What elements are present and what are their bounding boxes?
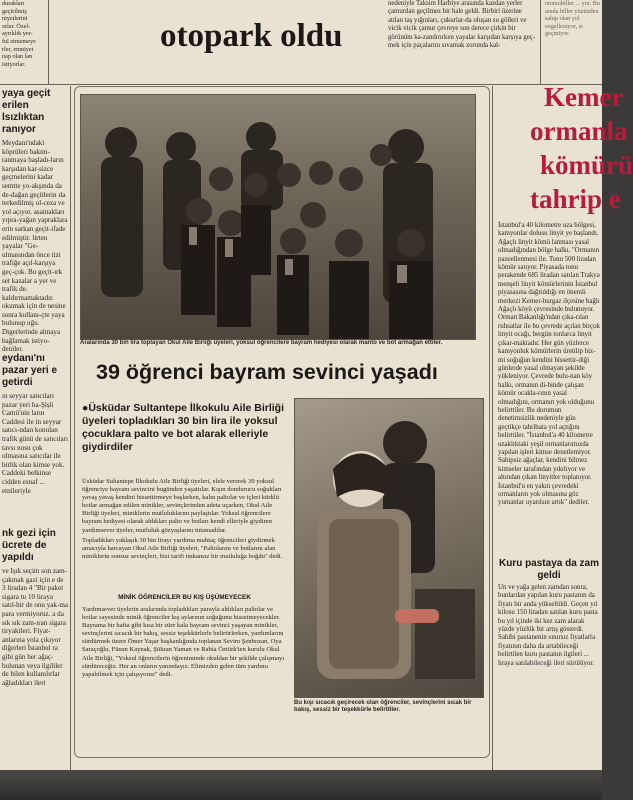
column-rule — [48, 0, 49, 84]
children-photo — [294, 398, 484, 698]
horizontal-rule — [0, 84, 602, 85]
group-photo — [80, 94, 476, 340]
right-headline-line: Kemer — [544, 82, 624, 112]
top-left-line: istiyorlar. — [2, 60, 26, 68]
children-photo-caption: Bu kışı sıcacık geçirecek olan öğrenciler, sevinçlerini sıcak bir bakış, sessiz bir teşekkürle belirttiler. — [294, 700, 472, 714]
top-left-line: niyetlerini — [2, 15, 28, 23]
body-paragraph-bold: Topladıkları yaklaşık 30 bin lirayı yardıma muhtaç öğrencileri giydirmek amacıyla harcayan Okul Aile Birliği üyeleri, "Paltolarını ve botlarını alan miniklerin sonsuz sevinçleri, bizi tarifi imkansız bir mutluluğa boğdu" dedi. — [82, 536, 283, 560]
main-body-2: Yardımsever üyelerin aralarında topladıkları parayla aldıkları paltolar ve botlar sayesinde minik öğrenciler kış aylarının soğuğunu hissetmeyecekler. Bayrama bir hafta gibi kısa bir süre kala bayram sevinci yaşayan minikler, sevinçlerini sıcacık bir bakış, sessiz teşekkürlerle belirtirlerken, yardımlarını sürdürmek üzere Ömer Yaşar başkanlığında toplanan Sevim Şenbozan, Oya Saraçoğlu, Füsun Kaynak, Şükran Yaman ve Rabia Öztürk'ten kurulu Okul Aile Birliği, "Yoksul öğrencilerin öğreniminde okuldan bir şekilde çalışmayı sürdüreceğiz. Her an onların yanındayız. Elimizden gelen tüm yardımı yapabilmek için çalışıyoruz" dedi. — [82, 606, 285, 678]
main-body — [82, 478, 287, 561]
left-story1-title: yaya geçit erilen lsızlıktan ranıyor — [2, 88, 51, 135]
left-story2-text: ın seyyar satıcıları pazar yeri ha-Şişli Camii'nin ların Caddesi ile in seyyar satıcı-ndan konulan trafik günü de satıcıları tavsı nosu çok olmasına satıcılar ile birlik olan kimse yok. Caddeki belkinse cidden esnaf ... etnileriyle — [2, 392, 68, 495]
right-headline-line: tahrip e — [530, 184, 621, 214]
deck-text: Üsküdar Sultantepe İlkokulu Aile Birliği üyeleri topladıkları 30 bin lira ile yoksul çocuklara palto ve bot alarak elleriyle giydirdiler — [82, 402, 284, 453]
top-left-line: nap olan lan — [2, 53, 33, 61]
left-column — [2, 88, 68, 770]
column-rule — [492, 86, 493, 770]
bullet-icon: ● — [82, 402, 89, 414]
right-story2-text: Un ve yağa gelen zamdan sonra, bunlardan yapılan kuru pastanın da fiyatı bir anda yükseltildi. Geçen yıl kilosu 150 liradan satılan kuru pasta bu yıl içinde iki kez zam alarak yüzde yüzlük bir artış gösterdi. Sahibi pastanenin sınırsız fiyatlarla fiyatının daha da artabileceği belirtilen kuru pastanın ilgileri ... liraya satılabileceği ileri sürülüyor. — [498, 584, 598, 667]
right-headline-line: kömürü — [540, 150, 633, 180]
top-left-line: durakları — [2, 0, 25, 7]
right-story-text: İstanbul'a 40 kilometre uza bölgesi, kamyonlar dolusu linyit ye başlandı. Ağaçlı linyit kömü lanması yasal olmadığından bölge halkı. "Ormanın pazeellenmesi ile. Tonu 500 liradan kömür satıyor. Piyasada tonu perakende 685 liradan satılan Trakya menşeli linyit kömürlerinin İstanbul piyasasına dağıtıldığı en önemli merkezi Kemer-burgaz ilçesine bağlı Ağaçlı köyü çevresinde bulunuyor. Orman Bakanlığı'ndan çıka-rılan ruhsatlar ile bu çevrede açılan birçok linyit ocağı, bergün tonlarca linyit çıkar-maktadır. Her gün yüzlerce kamyonluk kömürlerin üretilip biz-mi soğuğun kendini hissettir-diği günlerde yasal olmayan şekilde yükleniyor. Çevrede bulu-nan köy halkı, ormanın di-binde çalışan kömür ocakla-rının yasal olmadığını, ormanın yok olduğunu belirttiler. Bu durumun denetimsizlik nedeniyle gün geçtikçe tahribata yol açtığını belirttiler. "İstanbul'a 40 kilometre uzaklıktaki yeşil ormanlarımızda yapılan işleri kimse denetlemiyor. Sahipsiz ağaçlar, kendini bilmez kimseler tarafından yıkılıyor ve altından çıkan linyitler toplanıyor. İstanbul'u en yakın çevredeki ormanların yok olmasına göz yumanlar uyarılsın artık" dediler. — [498, 222, 600, 507]
group-photo-caption: Aralarında 30 bin lira toplayan Okul Aile Birliği üyeleri, yoksul öğrencilere bayram hediyesi olarak manto ve bot armağan ettiler. — [80, 340, 443, 346]
right-story2-title: Kuru pastaya da zam geldi — [498, 558, 600, 581]
top-left-line: rler, emniyet — [2, 45, 34, 53]
left-story3-text: ve Işık seçim son zam-çakmak gazi için e de 3 liradan 4 "Bir paket sigara tu 10 liraya satıl-bir de onu yak-ma para vermiyoruz. a da sık sık zam-ıran sigara tiryakileri. Fiyat-anlarına yola çıkıyor diğerleri İstanbul ra gibi gün her ağaç-bulunan veya ilgililer de bilen kullanılırlar ağladıkları ileri — [2, 567, 68, 687]
column-rule — [540, 0, 541, 84]
body-paragraph: Üsküdar Sultantepe İlkokulu Aile Birliği üyeleri, elele vererek 39 yoksul öğrenciye bayram sevincini bugünden yaşattılar. Kışın dondurucu soğukları yavaş yavaş kendini hissettirmeye başlarken, kalın paltolar ve içleri kürklü botlar armağan edilen minikler, sevinçlerinden adeta uçarken, Okul Aile Birliği üyeleri, miniklerin mutluluklarını paylaştılar. Yoksul öğrencilere bayram hediyesi olarak aldıkları palto ve botları kendi elleriyle giydiren yardımsever üyeler, mutluluk gözyaşlarını tutamadılar. — [82, 478, 282, 534]
deck — [82, 402, 292, 454]
top-mid-text: nedeniyle Taksim Harbiye arasında kazdan yerler çamurdan geçilmez bir hale geldi. Birbiri üzerine atılan taş yığınları, çukurlar-da oluşan su gölleri ve vicik vicik çamur çevreye son derece çirkin bir görünüm ka-zandırırken yayalar karşıdan karşıya geç-mek için paçalarını sıvamak zorunda kal- — [388, 0, 536, 50]
main-headline: 39 öğrenci bayram sevinci yaşadı — [96, 360, 438, 384]
top-left-line: orlar. Özel- — [2, 22, 31, 30]
right-headline — [530, 80, 633, 216]
top-left-column — [2, 0, 46, 82]
right-headline-line: ormanla — [530, 116, 628, 146]
top-headline: otopark oldu — [160, 18, 343, 54]
column-rule — [70, 86, 71, 770]
group-photo-figures — [81, 95, 475, 339]
left-story3-title: nk gezi için ücrete de yapıldı — [2, 528, 56, 563]
subheading: MİNİK ÖĞRENCİLER BU KIŞ ÜŞÜMEYECEK — [118, 594, 251, 601]
background-surface — [0, 770, 602, 800]
top-left-line: ful etmemeye — [2, 37, 36, 45]
children-photo-figures — [295, 399, 483, 697]
top-left-line: ayrıklık yer- — [2, 30, 33, 38]
top-right-text: otomobiller ... yor. Bu arada biller yüzünden sahip olan yol engelleniyor, si geçmiyor. — [545, 0, 600, 38]
left-story2-title: eydanı'nı pazar yeri e getirdi — [2, 353, 58, 388]
top-left-line: geçirilmiş — [2, 7, 27, 15]
left-story1-text: Meydanı'ndaki köprüleri bakım-ranmaya başladı-ların karşıdan kar-sizce geçmelerini kadar semtte yo-akşında da de-dağan geçitlerin ıla terkedilmiş ol-ceza ve yol açıyor. asamakları yıpra-yağan yapraklara erin sarkan geçit-ifade edilmiştir. lirten yayalar "Ge-ulmasından önce tizi trafiğe açıl-karşıya geç-çok. Bu geçit-ırk set kazalar a yer ve trafik de. kaldırmamaktadır. okumak için de nesine sonra kullanı-çte yaya bulunup uğu. Digerlerinde almaya bağlamak istiyo-deniler. — [2, 139, 68, 354]
